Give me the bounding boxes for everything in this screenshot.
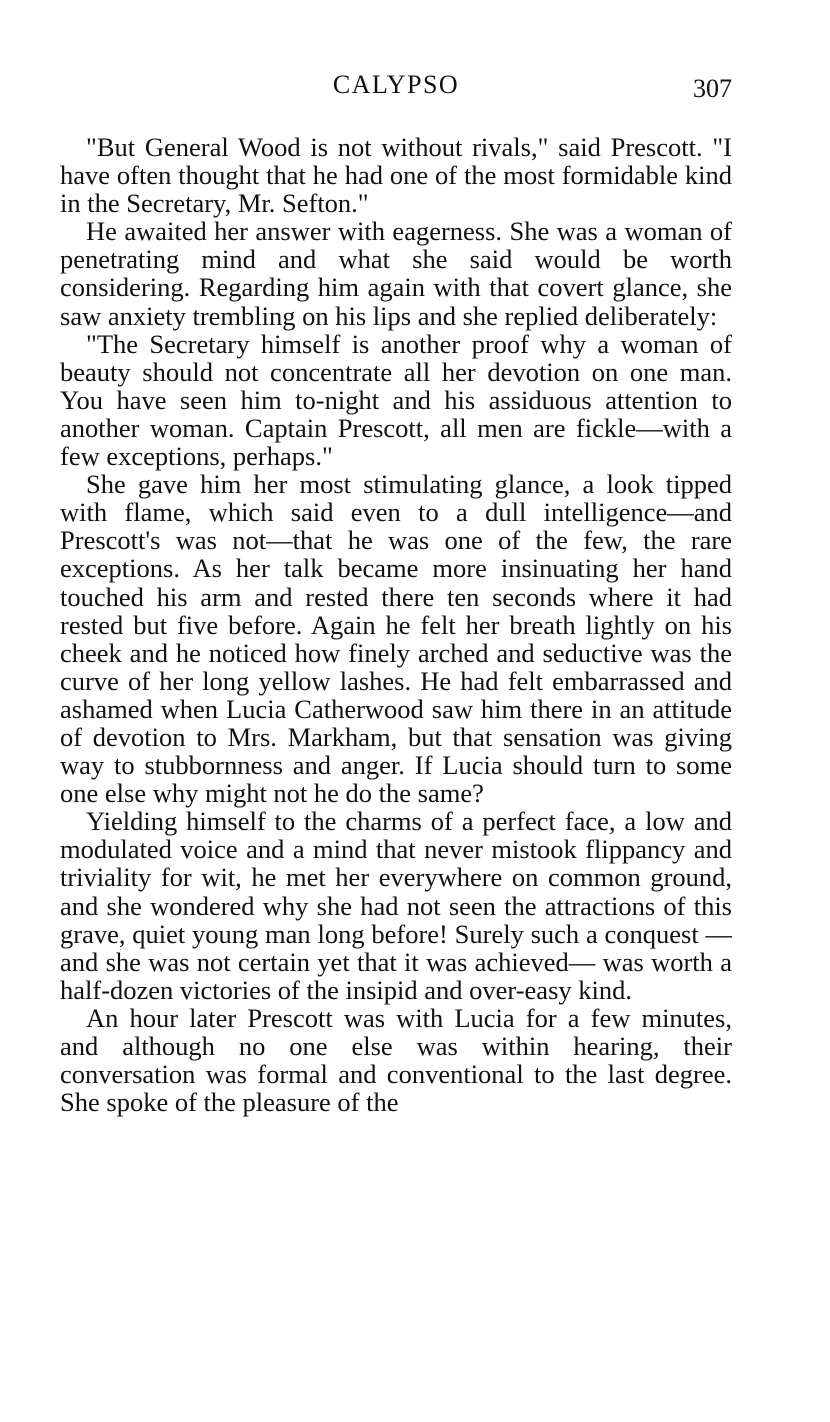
paragraph: She gave him her most stimulating glance, a look tipped with flame, which said even to a dull intelligence—and Prescott's was not—that he was one of the few, the rare exceptions. As her talk became more insinuating her hand touched his arm and rested there ten seconds where it had rested but five before. Again he felt her breath lightly on his cheek and he noticed how finely arched and seductive was the curve of her long yellow lashes. He had felt embarrassed and ashamed when Lucia Catherwood saw him there in an attitude of devotion to Mrs. Markham, but that sensation was giving way to stubbornness and anger. If Lucia should turn to some one else why might not he do the same? (60, 469, 732, 809)
paragraph: He awaited her answer with eagerness. She was a woman of penetrating mind and what she said would be worth considering. Regarding him again with that covert glance, she saw anxiety trembling on his lips and she replied deliberately: (60, 216, 732, 331)
paragraph: An hour later Prescott was with Lucia for a few minutes, and although no one else was within hearing, their conversation was formal and conventional to the last degree. She spoke of the pleasure of the (60, 1002, 732, 1118)
page-header (60, 70, 732, 110)
body-text (60, 133, 732, 1116)
paragraph: "The Secretary himself is another proof why a woman of beauty should not concentrate all her devotion on one man. You have seen him to-night and his assiduous attention to another woman. Captain Prescott, all men are fickle—with a few exceptions, perhaps." (60, 328, 732, 472)
paragraph: Yielding himself to the charms of a perfect face, a low and modulated voice and a mind that never mistook flippancy and triviality for wit, he met her everywhere on common ground, and she wondered why she had not seen the attractions of this grave, quiet young man long before! Surely such a conquest —and she was not certain yet that it was achieved— was worth a half-dozen victories of the insipid and over-easy kind. (60, 806, 732, 1005)
running-title: CALYPSO (332, 70, 460, 99)
page-number: 307 (693, 74, 732, 103)
paragraph: "But General Wood is not without rivals," said Prescott. "I have often thought that he had one of the most formidable kind in the Secretary, Mr. Sefton." (60, 132, 732, 219)
